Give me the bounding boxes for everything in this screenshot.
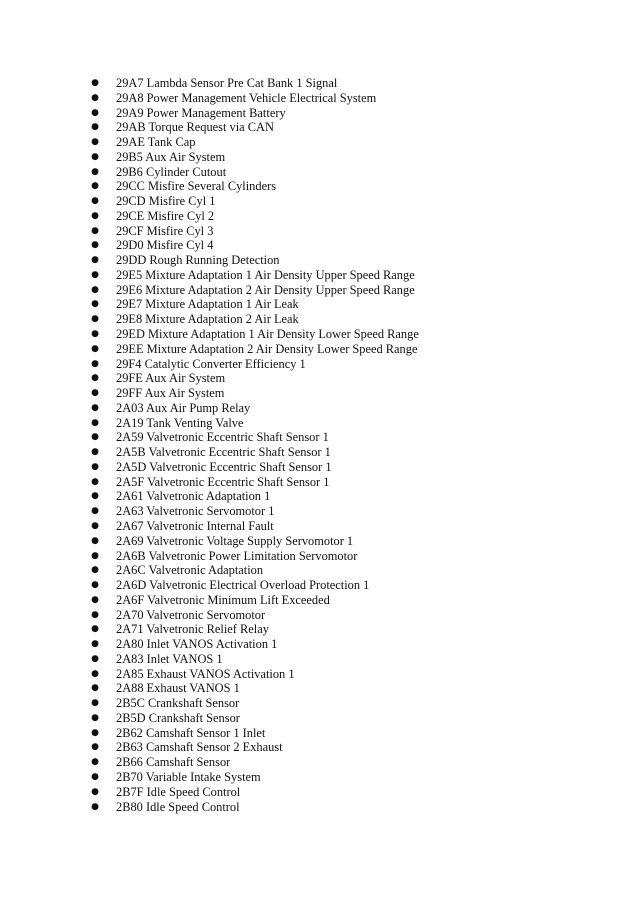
list-item [90,652,419,667]
bullet-icon: ● [91,402,99,413]
bullet-icon: ● [91,225,99,236]
bullet-icon: ● [91,151,99,162]
list-item-text: 29E6 Mixture Adaptation 2 Air Density Upper Speed Range [116,282,415,297]
fault-code-list [90,76,419,814]
list-item [90,357,419,372]
list-item [90,755,419,770]
list-item-text: 29FE Aux Air System [116,371,226,386]
list-item-text: 2A5B Valvetronic Eccentric Shaft Sensor 1 [116,445,331,460]
list-item-text: 29CF Misfire Cyl 3 [116,223,214,238]
list-item-text: 2A80 Inlet VANOS Activation 1 [116,637,278,652]
list-item [90,283,419,298]
list-item-text: 2B63 Camshaft Sensor 2 Exhaust [116,740,283,755]
list-item-text: 2B5C Crankshaft Sensor [116,696,240,711]
list-item [90,416,419,431]
bullet-icon: ● [91,624,99,635]
list-item [90,622,419,637]
bullet-icon: ● [91,520,99,531]
bullet-icon: ● [91,609,99,620]
bullet-icon: ● [91,329,99,340]
list-item-text: 2A6B Valvetronic Power Limitation Servomotor [116,548,358,563]
list-item [90,342,419,357]
list-item [90,608,419,623]
list-item [90,593,419,608]
list-item-text: 2B62 Camshaft Sensor 1 Inlet [116,725,266,740]
list-item [90,549,419,564]
list-item [90,740,419,755]
bullet-icon: ● [91,432,99,443]
bullet-icon: ● [91,683,99,694]
list-item [90,224,419,239]
list-item-text: 2A61 Valvetronic Adaptation 1 [116,489,271,504]
bullet-icon: ● [91,491,99,502]
list-item-text: 2B5D Crankshaft Sensor [116,710,240,725]
list-item-text: 2B80 Idle Speed Control [116,799,240,814]
list-item [90,312,419,327]
list-item [90,534,419,549]
bullet-icon: ● [91,698,99,709]
list-item-text: 29DD Rough Running Detection [116,253,280,268]
list-item [90,519,419,534]
list-item-text: 29CD Misfire Cyl 1 [116,194,216,209]
list-item [90,696,419,711]
bullet-icon: ● [91,461,99,472]
list-item [90,165,419,180]
list-item-text: 29F4 Catalytic Converter Efficiency 1 [116,356,306,371]
bullet-icon: ● [91,535,99,546]
list-item-text: 2B66 Camshaft Sensor [116,755,231,770]
list-item [90,475,419,490]
list-item-text: 2A85 Exhaust VANOS Activation 1 [116,666,295,681]
bullet-icon: ● [91,653,99,664]
list-item-text: 29E8 Mixture Adaptation 2 Air Leak [116,312,299,327]
list-item [90,179,419,194]
list-item-text: 2A88 Exhaust VANOS 1 [116,681,240,696]
list-item [90,386,419,401]
list-item-text: 29CE Misfire Cyl 2 [116,208,215,223]
bullet-icon: ● [91,137,99,148]
bullet-icon: ● [91,107,99,118]
list-item-text: 29B5 Aux Air System [116,149,226,164]
list-item [90,238,419,253]
bullet-icon: ● [91,284,99,295]
list-item-text: 2A63 Valvetronic Servomotor 1 [116,504,275,519]
list-item [90,726,419,741]
list-item-text: 2A70 Valvetronic Servomotor [116,607,266,622]
bullet-icon: ● [91,269,99,280]
list-item [90,194,419,209]
list-item-text: 2A67 Valvetronic Internal Fault [116,518,274,533]
list-item-text: 2A6F Valvetronic Minimum Lift Exceeded [116,592,330,607]
list-item-text: 29A7 Lambda Sensor Pre Cat Bank 1 Signal [116,76,338,90]
bullet-icon: ● [91,550,99,561]
list-item [90,785,419,800]
list-item [90,800,419,815]
list-item [90,504,419,519]
list-item [90,681,419,696]
bullet-icon: ● [91,373,99,384]
list-item-text: 29AE Tank Cap [116,135,196,150]
list-item-text: 29E5 Mixture Adaptation 1 Air Density Upper Speed Range [116,267,415,282]
list-item-text: 2A6D Valvetronic Electrical Overload Protection 1 [116,578,370,593]
list-item [90,297,419,312]
bullet-icon: ● [91,314,99,325]
list-item [90,150,419,165]
list-item-text: 2A5D Valvetronic Eccentric Shaft Sensor 1 [116,459,332,474]
list-item-text: 29AB Torque Request via CAN [116,120,274,135]
bullet-icon: ● [91,801,99,812]
list-item-text: 29E7 Mixture Adaptation 1 Air Leak [116,297,299,312]
list-item-text: 29ED Mixture Adaptation 1 Air Density Lower Speed Range [116,327,419,342]
list-item [90,268,419,283]
list-item [90,460,419,475]
list-item-text: 29A9 Power Management Battery [116,105,286,120]
bullet-icon: ● [91,668,99,679]
list-item-text: 2A83 Inlet VANOS 1 [116,651,223,666]
list-item [90,76,419,91]
list-item [90,711,419,726]
list-item-text: 2B7F Idle Speed Control [116,784,241,799]
list-item [90,327,419,342]
bullet-icon: ● [91,240,99,251]
list-item [90,667,419,682]
bullet-icon: ● [91,343,99,354]
bullet-icon: ● [91,757,99,768]
list-item-text: 2A6C Valvetronic Adaptation [116,563,264,578]
list-item-text: 29B6 Cylinder Cutout [116,164,227,179]
bullet-icon: ● [91,594,99,605]
bullet-icon: ● [91,122,99,133]
bullet-icon: ● [91,771,99,782]
list-item-text: 29A8 Power Management Vehicle Electrical System [116,90,377,105]
list-item-text: 2A59 Valvetronic Eccentric Shaft Sensor 1 [116,430,329,445]
list-item [90,120,419,135]
bullet-icon: ● [91,727,99,738]
bullet-icon: ● [91,78,99,88]
list-item [90,106,419,121]
list-item-text: 29FF Aux Air System [116,386,225,401]
bullet-icon: ● [91,358,99,369]
bullet-icon: ● [91,506,99,517]
list-item [90,578,419,593]
list-item [90,91,419,106]
bullet-icon: ● [91,210,99,221]
list-item-text: 29EE Mixture Adaptation 2 Air Density Lower Speed Range [116,341,418,356]
bullet-icon: ● [91,447,99,458]
list-item [90,209,419,224]
list-item-text: 2A03 Aux Air Pump Relay [116,400,251,415]
bullet-icon: ● [91,196,99,207]
bullet-icon: ● [91,786,99,797]
bullet-icon: ● [91,388,99,399]
list-item [90,135,419,150]
list-item [90,637,419,652]
list-item-text: 2A71 Valvetronic Relief Relay [116,622,269,637]
list-item [90,253,419,268]
list-item-text: 2A19 Tank Venting Valve [116,415,244,430]
bullet-icon: ● [91,565,99,576]
list-item [90,401,419,416]
list-item-text: 2A69 Valvetronic Voltage Supply Servomotor 1 [116,533,354,548]
bullet-icon: ● [91,742,99,753]
bullet-icon: ● [91,166,99,177]
bullet-icon: ● [91,92,99,103]
list-item [90,371,419,386]
list-item [90,489,419,504]
bullet-icon: ● [91,299,99,310]
bullet-icon: ● [91,476,99,487]
list-item [90,770,419,785]
list-item-text: 29D0 Misfire Cyl 4 [116,238,214,253]
bullet-icon: ● [91,712,99,723]
list-item-text: 2B70 Variable Intake System [116,769,261,784]
bullet-icon: ● [91,181,99,192]
list-item [90,563,419,578]
list-item-text: 29CC Misfire Several Cylinders [116,179,277,194]
bullet-icon: ● [91,255,99,266]
list-item [90,430,419,445]
list-item [90,445,419,460]
list-item-text: 2A5F Valvetronic Eccentric Shaft Sensor 1 [116,474,330,489]
bullet-icon: ● [91,580,99,591]
bullet-icon: ● [91,639,99,650]
bullet-icon: ● [91,417,99,428]
